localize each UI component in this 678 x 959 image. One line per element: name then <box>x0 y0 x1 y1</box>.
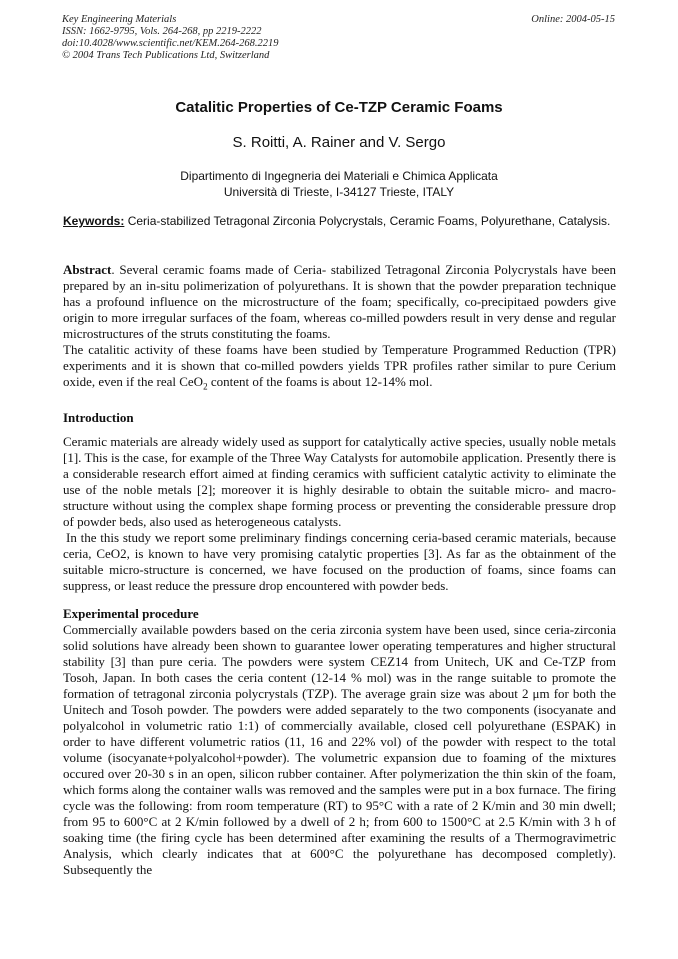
keywords-label: Keywords: <box>63 214 125 228</box>
abstract-label: Abstract <box>63 262 112 277</box>
paper-title: Catalitic Properties of Ce-TZP Ceramic Foams <box>175 99 503 116</box>
online-date: Online: 2004-05-15 <box>531 14 615 25</box>
affiliation-university: Università di Trieste, I-34127 Trieste, ITALY <box>223 185 455 199</box>
introduction-heading: Introduction <box>63 410 134 425</box>
journal-doi: doi:10.4028/www.scientific.net/KEM.264-268.2219 <box>62 38 279 49</box>
paper-authors: S. Roitti, A. Rainer and V. Sergo <box>232 134 446 151</box>
abstract <box>63 262 616 395</box>
abstract-paragraph-2 <box>63 342 616 395</box>
keywords <box>63 213 616 229</box>
introduction-body <box>63 434 616 594</box>
experimental-body <box>63 622 616 878</box>
abstract-text-2b: content of the foams is about 12-14% mol. <box>207 374 433 389</box>
journal-copyright: © 2004 Trans Tech Publications Ltd, Switzerland <box>62 50 270 61</box>
journal-info <box>62 14 279 62</box>
introduction-paragraph-2: In the this study we report some preliminary findings concerning ceria-based ceramic materials, because ceria, CeO2, is known to have very promising catalytic properties [3]. As far as the obtainment of the suitable micro-structure is concerned, we have focused on the production of foams, since foams can suppress, or least reduce the pressure drop encountered with powder beds. <box>63 530 616 593</box>
experimental-heading: Experimental procedure <box>63 606 199 621</box>
abstract-subscript: 2 <box>203 381 208 392</box>
abstract-text-1: . Several ceramic foams made of Ceria- stabilized Tetragonal Zirconia Polycrystals have been prepared by an in-situ polimerization of polyurethans. It is shown that the powder preparation technique has a profound influence on the microstructure of the foam; specifically, co-precipitaed powders give origin to more irregular surfaces of the foam, whereas co-milled powders result in very dense and regular microstructures of the struts constituting the foams. <box>63 262 616 341</box>
experimental-paragraph-1: Commercially available powders based on the ceria zirconia system have been used, since ceria-zirconia solid solutions have already been shown to guarantee lower operating temperatures and higher structural stability [3] than pure ceria. The powders were system CEZ14 from Unitech, UK and Ce-TZP from Tosoh, Japan. In both cases the ceria content (12-14 % mol) was in the range suitable to promote the formation of tetragonal zirconia polycrystals (TZP). The average grain size was about 2 μm for both the Unitech and Tosoh powder. The powders were added separately to the two components (isocyanate and polyalcohol in volumetric ratio 1:1) of commercially available, closed cell polyurethane (ESPAK) in order to have different volumetric ratios (11, 16 and 22% vol) of the powder with respect to the total volume (isocyanate+polyalcohol+powder). The volumetric expansion due to foaming of the mixtures occured over 20-30 s in an open, silicon rubber container. After polymerization the thin skin of the foam, which forms along the container walls was removed and the samples were put in a box furnace. The firing cycle was the following: from room temperature (RT) to 95°C with a rate of 2 K/min and 30 min dwell; from 95 to 600°C at 2 K/min followed by a dwell of 2 h; from 600 to 1500°C at 2.5 K/min with 3 h of soaking time (the firing cycle has been determined after examining the results of a Thermogravimetric Analysis, which clearly indicates that at 600°C the polyurethane has decomposed completly). Subsequently the <box>63 622 616 877</box>
journal-issn: ISSN: 1662-9795, Vols. 264-268, pp 2219-2222 <box>62 26 262 37</box>
keywords-text: Ceria-stabilized Tetragonal Zirconia Polycrystals, Ceramic Foams, Polyurethane, Catalysis. <box>127 214 611 228</box>
affiliation <box>0 168 678 200</box>
introduction-paragraph-1: Ceramic materials are already widely used as support for catalytically active species, usually noble metals [1]. This is the case, for example of the Three Way Catalysts for automobile application. Presently there is a considerable research effort aimed at finding ceramics with sufficient catalytic activity to eliminate the use of the noble metals [2]; moreover it is highly desirable to obtain the suitable micro- and macro-structure without using the complex shape forming process or preventing the considerable pressure drop of powder beds, also used as heterogeneous catalysts. <box>63 434 616 529</box>
affiliation-department: Dipartimento di Ingegneria dei Materiali e Chimica Applicata <box>180 169 498 183</box>
abstract-paragraph-1 <box>63 262 616 342</box>
abstract-text-2a: The catalitic activity of these foams have been studied by Temperature Programmed Reduction (TPR) experiments and it is shown that co-milled powders yields TPR profiles rather similar to pure Cerium oxide, even if the real CeO <box>63 342 616 389</box>
journal-name: Key Engineering Materials <box>62 14 177 25</box>
